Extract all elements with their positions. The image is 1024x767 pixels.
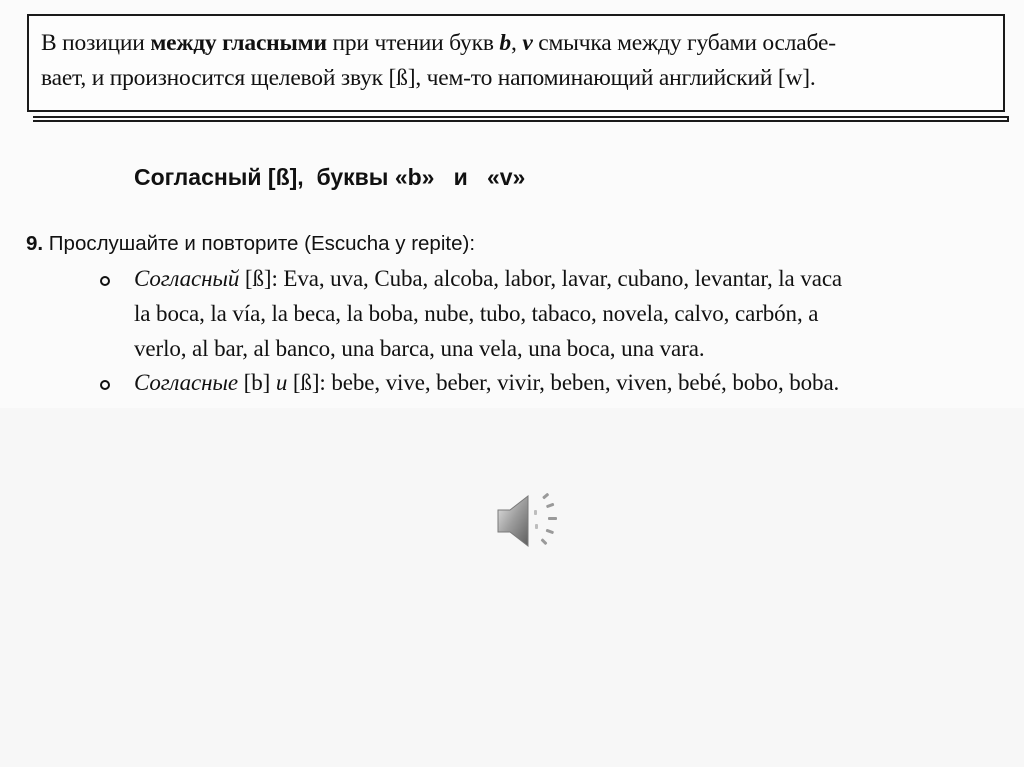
bullet-2-conj: и [275,370,288,395]
rule-text-line-2: вает, и произносится щелевой звук [ß], чем-то напоминающий английский [w]. [41,65,816,91]
rule-text-part: при чтении букв [326,30,500,56]
exercise-number: 9. [26,232,44,255]
exercise-instruction [26,232,475,256]
rule-text-part: смычка между губами ослабе- [532,30,836,56]
letter-v: v [522,30,533,56]
bullet-2-text: [ß]: bebe, vive, beber, vivir, beben, viven, bebé, bobo, boba. [287,370,840,395]
rule-box [27,14,1005,112]
bullet-1-text: [ß]: Eva, uva, Cuba, alcoba, labor, lavar, cubano, levantar, la vaca [239,266,843,291]
rule-text-bold: между гласными [150,30,327,56]
bullet-1-line-2: la boca, la vía, la beca, la boba, nube, tubo, tabaco, novela, calvo, carbón, a [134,301,819,326]
bullet-2-text: [b] [237,370,276,395]
bullet-1-line-3: verlo, al bar, al banco, una barca, una vela, una boca, una vara. [134,336,705,361]
bullet-dot [100,380,110,390]
exercise-text: Прослушайте и повторите (Escucha y repite): [43,232,476,255]
rule-text-line-1 [41,30,836,57]
section-title: Согласный [ß], буквы «b» и «v» [134,164,526,190]
speaker-graphic [494,490,564,550]
letter-b: b [499,30,511,56]
slide-background [0,408,1024,767]
bullet-dot [100,276,110,286]
bullet-1-label: Согласный [134,266,240,291]
bullet-2-label: Согласные [134,370,238,395]
speaker-icon[interactable] [494,490,564,550]
bullet-2-line-1 [134,370,839,396]
bullet-1-line-1 [134,266,842,292]
rule-text-part: , [510,30,523,56]
rule-box-shadow [33,116,1009,122]
rule-text-part: В позиции [41,30,151,56]
